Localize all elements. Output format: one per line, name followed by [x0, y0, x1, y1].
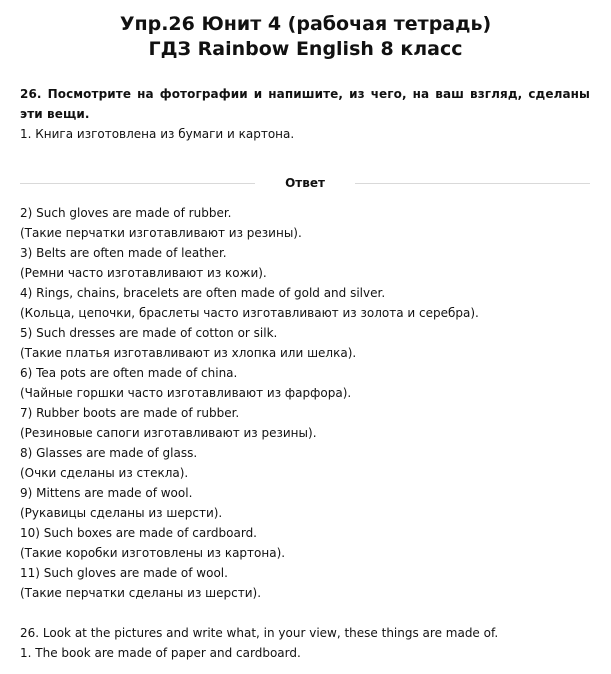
task-block: [20, 84, 590, 144]
answer-line: 8) Glasses are made of glass.: [20, 446, 198, 460]
english-task-block: [20, 623, 600, 663]
answer-label: Ответ: [285, 176, 325, 190]
answer-line: (Чайные горшки часто изготавливают из фарфора).: [20, 386, 352, 400]
title-line-1: Упр.26 Юнит 4 (рабочая тетрадь): [119, 13, 492, 35]
answer-divider: [20, 172, 590, 194]
answer-line: (Очки сделаны из стекла).: [20, 466, 189, 480]
answer-line: (Резиновые сапоги изготавливают из резины).: [20, 426, 317, 440]
answer-line: 7) Rubber boots are made of rubber.: [20, 406, 240, 420]
answer-line: 2) Such gloves are made of rubber.: [20, 206, 232, 220]
answer-line: (Кольца, цепочки, браслеты часто изготавливают из золота и серебра).: [20, 306, 479, 320]
answer-line: 9) Mittens are made of wool.: [20, 486, 193, 500]
task-heading: 26. Посмотрите на фотографии и напишите, из чего, на ваш взгляд, сделаны эти вещи.: [20, 87, 590, 121]
answer-line: 3) Belts are often made of leather.: [20, 246, 227, 260]
answer-line: (Такие коробки изготовлены из картона).: [20, 546, 286, 560]
answer-line: 11) Such gloves are made of wool.: [20, 566, 228, 580]
page-title: [0, 0, 611, 62]
answer-line: 5) Such dresses are made of cotton or silk.: [20, 326, 278, 340]
answer-line: 4) Rings, chains, bracelets are often made of gold and silver.: [20, 286, 386, 300]
english-task-heading: 26. Look at the pictures and write what, in your view, these things are made of.: [20, 626, 499, 640]
divider-rule-left: [20, 183, 255, 184]
answer-line: (Ремни часто изготавливают из кожи).: [20, 266, 267, 280]
answer-list: [20, 203, 600, 603]
answer-line: (Такие платья изготавливают из хлопка или шелка).: [20, 346, 357, 360]
answer-line: (Такие перчатки изготавливают из резины).: [20, 226, 302, 240]
title-line-2: ГДЗ Rainbow English 8 класс: [148, 38, 463, 60]
answer-line: 6) Tea pots are often made of china.: [20, 366, 238, 380]
divider-rule-right: [355, 183, 590, 184]
answer-line: (Рукавицы сделаны из шерсти).: [20, 506, 223, 520]
answer-line: 10) Such boxes are made of cardboard.: [20, 526, 257, 540]
answer-line: (Такие перчатки сделаны из шерсти).: [20, 586, 262, 600]
task-example: 1. Книга изготовлена из бумаги и картона.: [20, 127, 295, 141]
english-task-example: 1. The book are made of paper and cardboard.: [20, 646, 301, 660]
